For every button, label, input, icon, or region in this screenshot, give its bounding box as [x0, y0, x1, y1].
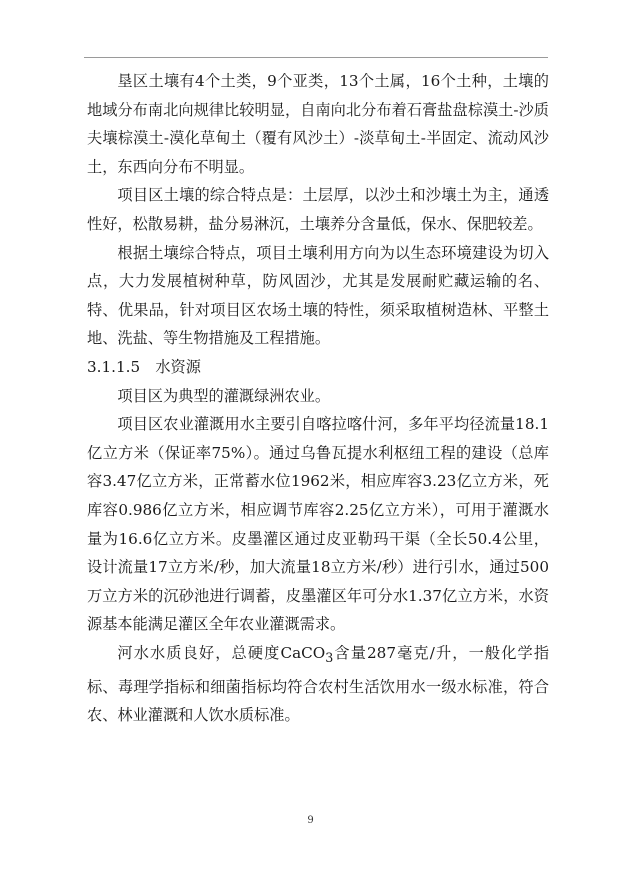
caco3-subscript: 3 [325, 649, 334, 665]
paragraph-soil-features: 项目区土壤的综合特点是：土层厚，以沙土和沙壤土为主，通透性好，松散易耕，盐分易淋沉，土壤养分含量低，保水、保肥较差。 [87, 186, 549, 233]
page-number: 9 [307, 815, 314, 826]
paragraph-water-supply: 项目区农业灌溉用水主要引自喀拉喀什河，多年平均径流量18.1亿立方米（保证率75%）。通过乌鲁瓦提水利枢纽工程的建设（总库容3.47亿立方米，正常蓄水位1962米，相应库容3.23亿立方米，死库容0.986亿立方米，相应调节库容2.25亿立方米），可用于灌溉水量为16.6亿立方米。皮墨灌区通过皮亚勒玛干渠（全长50.4公里，设计流量17立方米/秒，加大流量18立方米/秒）进行引水，通过500万立方米的沉砂池进行调蓄，皮墨灌区年可分水1.37亿立方米，水资源基本能满足灌区全年农业灌溉需求。 [87, 415, 549, 634]
water-quality-text-before: 河水水质良好，总硬度CaCO [117, 643, 326, 662]
paragraph-soil-usage: 根据土壤综合特点，项目土壤利用方向为以生态环境建设为切入点，大力发展植树种草，防风固沙，尤其是发展耐贮藏运输的名、特、优果品，针对项目区农场土壤的特性，须采取植树造林、平整土地、洗盐、等生物措施及工程措施。 [87, 243, 549, 348]
header-rule [84, 57, 548, 58]
section-heading-water: 3.1.1.5 水资源 [87, 357, 201, 376]
paragraph-irrigation-oasis: 项目区为典型的灌溉绿洲农业。 [117, 386, 331, 405]
paragraph-water-quality [87, 639, 549, 730]
water-quality-text-after: 含量287毫克/升，一般化学指标、毒理学指标和细菌指标均符合农村生活饮用水一级水标准，符合农、林业灌溉和人饮水质标准。 [87, 643, 550, 725]
body-text [87, 67, 549, 730]
paragraph-soil-types: 垦区土壤有4个土类，9个亚类，13个土属，16个土种，土壤的地域分布南北向规律比较明显，自南向北分布着石膏盐盘棕漠土-沙质夫壤棕漠土-漠化草甸土（覆有风沙土）-淡草甸土-半固定、流动风沙土，东西向分布不明显。 [87, 72, 549, 176]
